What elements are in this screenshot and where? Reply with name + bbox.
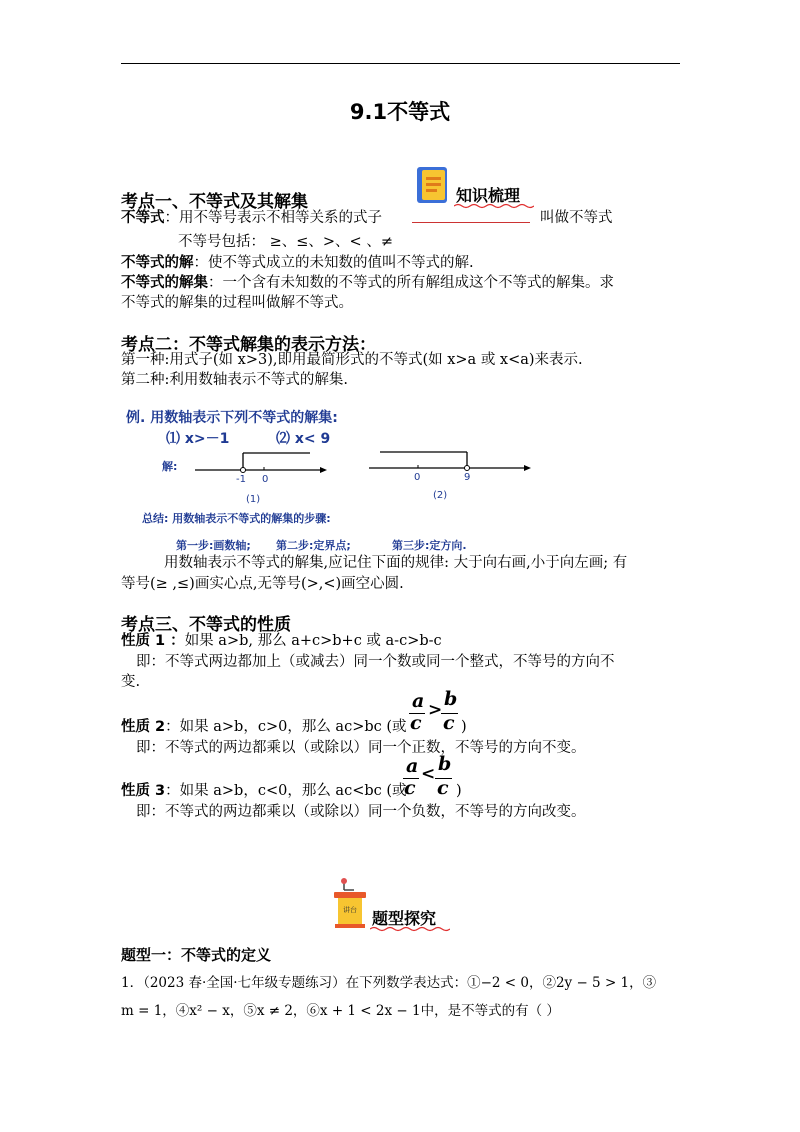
property-3 — [121, 781, 407, 801]
summary-title: 总结: 用数轴表示不等式的解集的步骤: — [142, 512, 331, 525]
p2-num-b: b — [444, 688, 458, 710]
question-1-line1: 1．（2023 春·全国·七年级专题练习）在下列数学表达式：①−2 < 0，②2y − 5 > 1，③ — [121, 975, 657, 991]
axis2-caption: (2) — [433, 490, 448, 501]
squiggle-underline — [370, 926, 450, 932]
p2-operator: > — [428, 700, 443, 720]
section1-heading: 考点一、不等式及其解集 — [121, 192, 308, 212]
p1-expl-2: 变. — [121, 674, 141, 690]
podium-icon — [332, 878, 368, 930]
p2-den-a: c — [410, 712, 422, 734]
property-2 — [121, 717, 407, 737]
question-1-line2: m = 1，④x² − x，⑤x ≠ 2，⑥x + 1 < 2x − 1中，是不等式的有（ ） — [121, 1003, 560, 1019]
inequality-definition — [121, 208, 613, 228]
def-blank — [412, 210, 530, 223]
p2-label: 性质 2 — [121, 719, 166, 735]
rule-line-1: 用数轴表示不等式的解集,应记住下面的规律: 大于向右画,小于向左画; 有 — [164, 555, 628, 571]
book-icon — [416, 166, 450, 206]
property-1 — [121, 631, 442, 651]
p2-num-a: a — [412, 690, 425, 712]
p3-frac-bar-b — [435, 778, 452, 779]
p2-text: ：如果 a>b，c>0，那么 ac>bc (或 — [165, 719, 407, 735]
solution-set-definition — [121, 273, 614, 293]
p3-expl: 即：不等式的两边都乘以（或除以）同一个负数，不等号的方向改变。 — [136, 804, 586, 820]
number-line-2 — [366, 446, 536, 478]
example-title: 例. 用数轴表示下列不等式的解集: — [126, 410, 338, 426]
solution-label: 不等式的解 — [121, 255, 194, 271]
inequality-signs: 不等号包括： ≥、≤、>、< 、≠ — [178, 234, 393, 250]
p1-text: 如果 a>b, 那么 a+c>b+c 或 a-c>b-c — [184, 633, 442, 649]
p1-label: 性质 1 ： — [121, 633, 185, 649]
axis2-label-0: 0 — [414, 472, 421, 483]
section4-heading: 题型一：不等式的定义 — [121, 946, 272, 964]
p3-close: ) — [456, 783, 462, 799]
method-one: 第一种:用式子(如 x>3),即用最简形式的不等式(如 x>a 或 x<a)来表示. — [121, 352, 583, 368]
p2-close: ) — [461, 719, 467, 735]
solve-label: 解: — [162, 460, 178, 473]
knowledge-badge-label: 知识梳理 — [456, 186, 521, 205]
p3-label: 性质 3 — [121, 783, 166, 799]
number-line-1 — [190, 448, 330, 480]
method-two: 第二种:利用数轴表示不等式的解集. — [121, 372, 348, 388]
p1-expl-1: 即：不等式两边都加上（或减去）同一个数或同一个整式，不等号的方向不 — [136, 654, 615, 670]
p2-expl: 即：不等式的两边都乘以（或除以）同一个正数，不等号的方向不变。 — [136, 740, 586, 756]
def-text-a: ：用不等号表示不相等关系的式子 — [164, 210, 382, 226]
example-case2: ⑵ x< 9 — [276, 431, 331, 447]
set-text-1: ：一个含有未知数的不等式的所有解组成这个不等式的解集。求 — [208, 275, 614, 291]
p2-frac-bar-b — [441, 713, 458, 714]
step-three: 第三步:定方向. — [392, 539, 467, 552]
header-rule — [121, 63, 680, 64]
p3-operator: < — [421, 764, 436, 784]
p3-num-a: a — [406, 755, 419, 777]
def-label: 不等式 — [121, 210, 165, 226]
explore-badge-label: 题型探究 — [372, 909, 437, 928]
axis1-label-neg1: -1 — [236, 474, 246, 485]
step-one: 第一步:画数轴; — [176, 539, 251, 552]
p3-den-b: c — [437, 777, 449, 799]
solution-definition — [121, 253, 474, 273]
p3-num-b: b — [438, 753, 452, 775]
axis1-caption: (1) — [246, 494, 261, 505]
def-text-b: 叫做不等式 — [540, 210, 613, 226]
solution-text: ：使不等式成立的未知数的值叫不等式的解. — [193, 255, 474, 271]
set-text-2: 不等式的解集的过程叫做解不等式。 — [121, 295, 353, 311]
axis1-label-0: 0 — [262, 474, 269, 485]
axis2-label-9: 9 — [464, 472, 471, 483]
p3-frac-bar-a — [403, 778, 419, 779]
p2-frac-bar-a — [409, 713, 425, 714]
section2-heading: 考点二：不等式解集的表示方法： — [121, 335, 376, 355]
example-case1: ⑴ x>－1 — [166, 431, 230, 447]
podium-label: 讲台 — [343, 906, 357, 914]
p3-den-a: c — [404, 777, 416, 799]
step-two: 第二步:定界点; — [276, 539, 351, 552]
section3-heading: 考点三、不等式的性质 — [121, 615, 291, 635]
set-label: 不等式的解集 — [121, 275, 208, 291]
p3-text: ：如果 a>b，c<0，那么 ac<bc (或 — [165, 783, 407, 799]
rule-line-2: 等号(≥ ,≤)画实心点,无等号(>,<)画空心圆. — [121, 576, 404, 592]
p2-den-b: c — [443, 712, 455, 734]
page-title: 9.1不等式 — [349, 100, 451, 124]
